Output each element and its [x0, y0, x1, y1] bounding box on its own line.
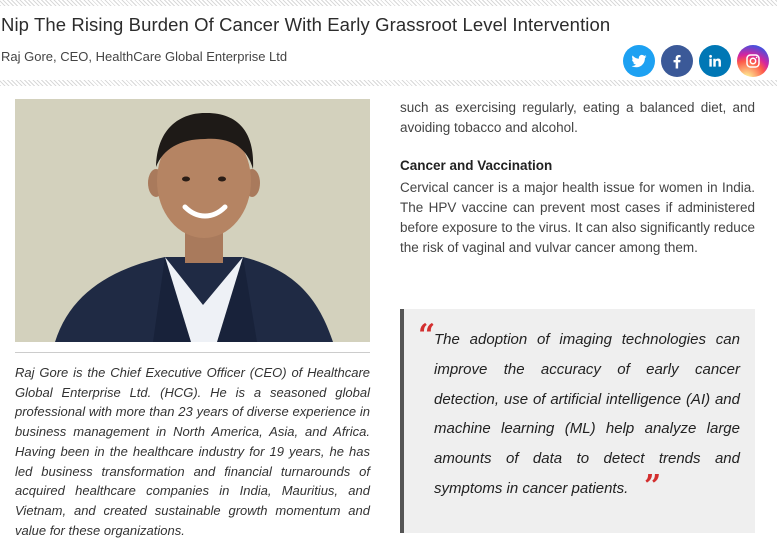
close-quote-mark: ”: [644, 469, 662, 504]
author-photo: [15, 99, 370, 342]
author-bio: Raj Gore is the Chief Executive Officer (CEO) of Healthcare Global Enterprise Ltd. (HCG). He is a seasoned global professional with more than 23 years of diverse experience in business management in North America, Asia, and Africa. Having been in the healthcare industry for 19 years, he has led business transformation and financial turnarounds of acquired healthcare companies in India, Mauritius, and Vietnam, and created sustainable growth momentum and value for these organizations.: [15, 365, 370, 538]
photo-divider: [15, 352, 370, 353]
header-pattern-bottom: [0, 80, 777, 86]
pull-quote: [400, 309, 755, 533]
open-quote-mark: “: [418, 318, 436, 353]
instagram-share-button[interactable]: [737, 45, 769, 77]
header-pattern-top: [0, 0, 777, 6]
linkedin-share-button[interactable]: [699, 45, 731, 77]
instagram-icon: [744, 52, 762, 70]
social-share-bar: [623, 45, 769, 77]
section-paragraph: Cervical cancer is a major health issue for women in India. The HPV vaccine can prevent most cases if administered before exposure to the virus. It can also significantly reduce the risk of vaginal and vulvar cancer among them.: [400, 180, 755, 255]
facebook-icon: [668, 52, 686, 70]
article-title: Nip The Rising Burden Of Cancer With Early Grassroot Level Intervention: [1, 14, 611, 35]
section-heading: Cancer and Vaccination: [400, 158, 553, 173]
linkedin-icon: [706, 52, 724, 70]
pull-quote-text: The adoption of imaging technologies can improve the accuracy of early cancer detection, use of artificial intelligence (AI) and machine learning (ML) help analyze large amounts of data to detect trends and symptoms in cancer patients.: [434, 331, 740, 497]
facebook-share-button[interactable]: [661, 45, 693, 77]
intro-paragraph: such as exercising regularly, eating a balanced diet, and avoiding tobacco and alcohol.: [400, 100, 755, 135]
twitter-icon: [630, 52, 648, 70]
article-byline: Raj Gore, CEO, HealthCare Global Enterprise Ltd: [1, 49, 288, 64]
twitter-share-button[interactable]: [623, 45, 655, 77]
